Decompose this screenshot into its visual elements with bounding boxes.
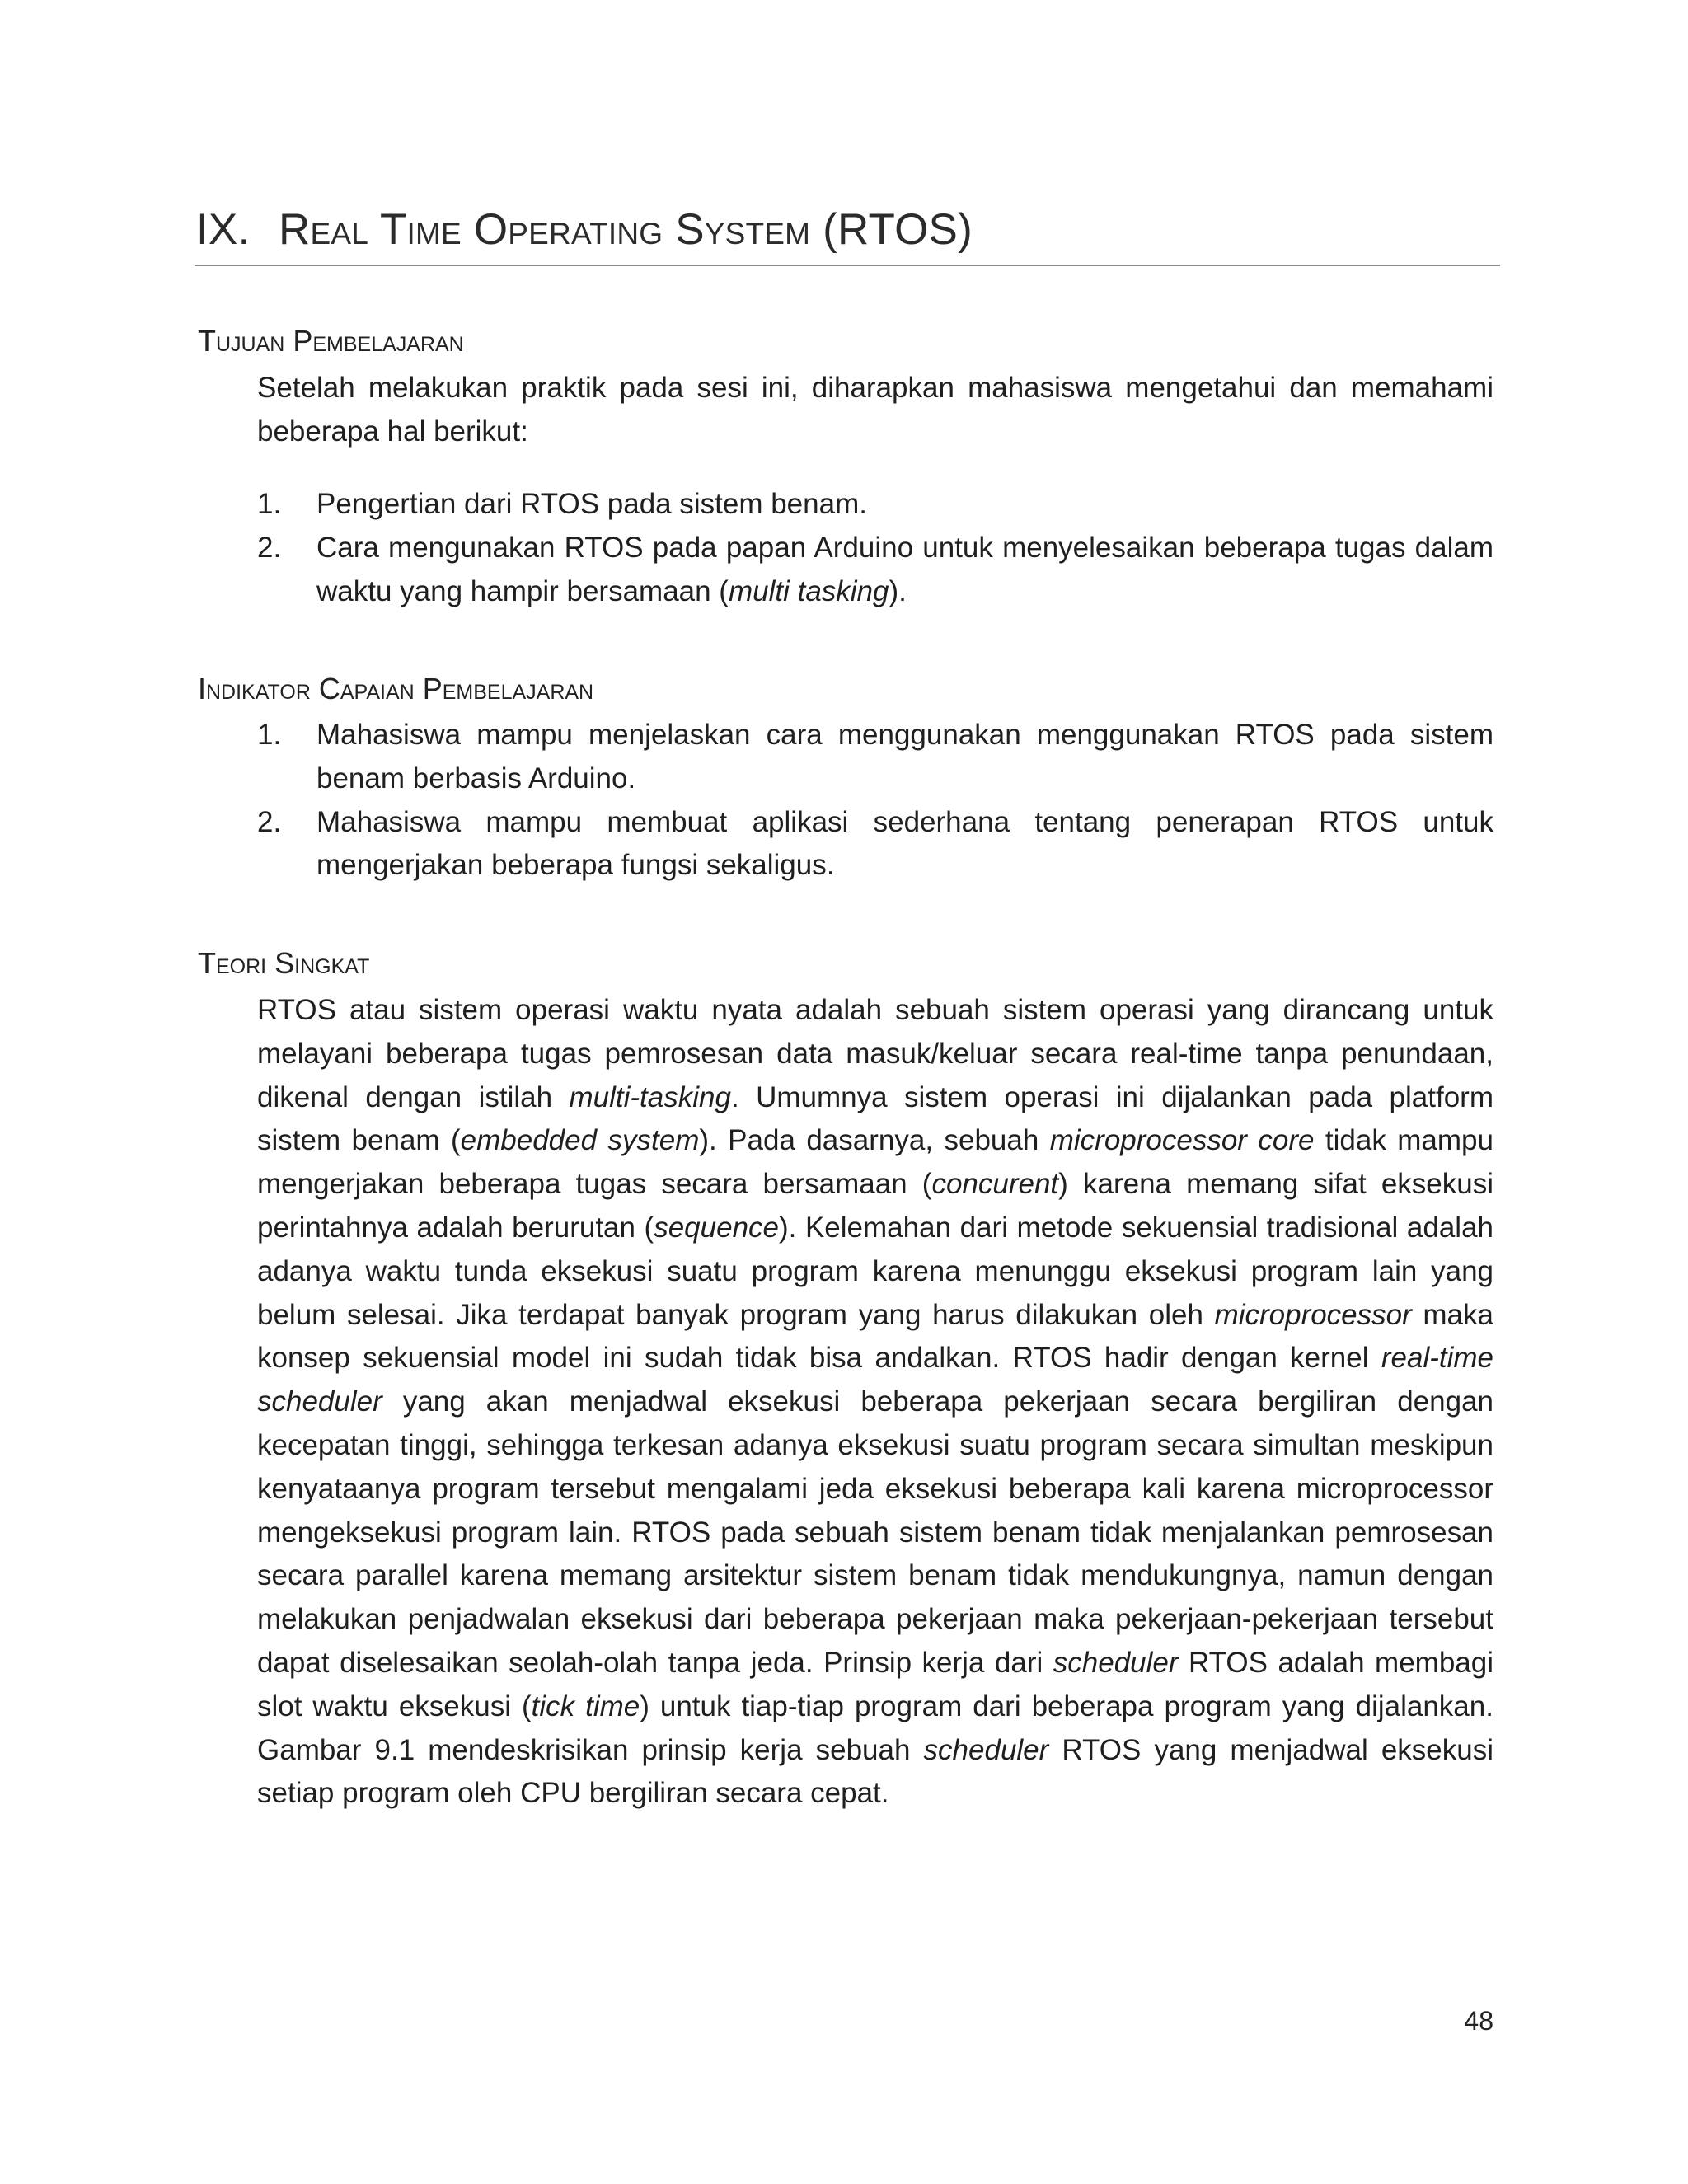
list-marker: 2. xyxy=(257,805,282,838)
italic-term: microprocessor xyxy=(1214,1298,1412,1331)
italic-term: multi-tasking xyxy=(569,1080,731,1113)
italic-term: scheduler xyxy=(923,1733,1049,1766)
text-run: maka konsep sekuensial model ini sudah tidak bisa andalkan. RTOS hadir dengan kernel xyxy=(257,1298,1493,1375)
list-item-text: ). xyxy=(889,574,907,607)
text-run: yang akan menjadwal eksekusi beberapa pekerjaan secara bergiliran dengan kecepatan tinggi, sehingga terkesan adanya eksekusi suatu program secara simultan meskipun kenyataanya program tersebut mengalami jeda eksekusi beberapa kali karena microprocessor mengeksekusi program lain. RTOS pada sebuah sistem benam tidak menjalankan pemrosesan secara parallel karena memang arsitektur sistem benam tidak mendukungnya, namun dengan melakukan penjadwalan eksekusi dari beberapa pekerjaan maka pekerjaan-pekerjaan tersebut dapat diselesaikan seolah-olah tanpa jeda. Prinsip kerja dari xyxy=(257,1385,1493,1679)
chapter-title-text: Real Time Operating System (RTOS) xyxy=(279,205,973,254)
text-run: . Umumnya sistem operasi ini dijalankan pada platform sistem benam ( xyxy=(257,1080,1493,1157)
list-item xyxy=(257,527,1493,614)
title-rule xyxy=(195,265,1500,266)
heading-tujuan: Tujuan Pembelajaran xyxy=(198,324,464,358)
tujuan-intro: Setelah melakukan praktik pada sesi ini, diharapkan mahasiswa mengetahui dan memahami beberapa hal berikut: xyxy=(257,372,1493,448)
tujuan-list xyxy=(257,483,1493,613)
text-run: ). Pada dasarnya, sebuah xyxy=(699,1124,1050,1157)
text-run: ) untuk tiap-tiap program dari beberapa program yang dijalankan. Gambar 9.1 mendeskrisikan prinsip kerja sebuah xyxy=(257,1690,1493,1766)
text-run: ). Kelemahan dari metode sekuensial tradisional adalah adanya waktu tunda eksekusi suatu program karena menunggu eksekusi program lain yang belum selesai. Jika terdapat banyak program yang harus dilakukan oleh xyxy=(257,1211,1493,1331)
teori-paragraph xyxy=(257,989,1493,1816)
page-number: 48 xyxy=(1464,2006,1493,2036)
heading-indikator: Indikator Capaian Pembelajaran xyxy=(198,672,594,705)
italic-term: microprocessor core xyxy=(1049,1124,1315,1157)
list-item-text: Mahasiswa mampu menjelaskan cara menggunakan menggunakan RTOS pada sistem benam berbasis Arduino. xyxy=(316,719,1493,794)
italic-term: embedded system xyxy=(460,1124,700,1157)
list-item-text: Pengertian dari RTOS pada sistem benam. xyxy=(316,488,867,520)
italic-term: tick time xyxy=(531,1690,640,1722)
italic-term: sequence xyxy=(654,1211,780,1244)
italic-term: real-time scheduler xyxy=(257,1342,1493,1418)
list-item xyxy=(257,714,1493,801)
indikator-list xyxy=(257,714,1493,888)
list-item-text: Mahasiswa mampu membuat aplikasi sederhana tentang penerapan RTOS untuk mengerjakan beberapa fungsi sekaligus. xyxy=(316,805,1493,882)
text-run: RTOS adalah membagi slot waktu eksekusi ( xyxy=(257,1646,1494,1722)
italic-term: concurent xyxy=(931,1168,1059,1201)
list-item xyxy=(257,801,1493,888)
heading-teori: Teori Singkat xyxy=(198,946,370,980)
list-marker: 1. xyxy=(257,488,282,520)
italic-term: multi tasking xyxy=(728,574,889,607)
list-marker: 1. xyxy=(257,719,282,751)
italic-term: scheduler xyxy=(1053,1646,1179,1679)
list-marker: 2. xyxy=(257,531,282,564)
text-run: tidak mampu mengerjakan beberapa tugas secara bersamaan ( xyxy=(257,1124,1493,1201)
list-item xyxy=(257,483,1493,527)
chapter-title xyxy=(196,201,1498,259)
chapter-number: IX. xyxy=(196,205,251,254)
text-run: RTOS atau sistem operasi waktu nyata adalah sebuah sistem operasi yang dirancang untuk melayani beberapa tugas pemrosesan data masuk/keluar secara real-time tanpa penundaan, dikenal dengan istilah xyxy=(257,994,1493,1113)
text-run: RTOS yang menjadwal eksekusi setiap program oleh CPU bergiliran secara cepat. xyxy=(257,1733,1493,1810)
text-run: ) karena memang sifat eksekusi perintahnya adalah berurutan ( xyxy=(257,1168,1493,1244)
list-item-text: Cara mengunakan RTOS pada papan Arduino untuk menyelesaikan beberapa tugas dalam waktu yang hampir bersamaan ( xyxy=(316,531,1493,607)
